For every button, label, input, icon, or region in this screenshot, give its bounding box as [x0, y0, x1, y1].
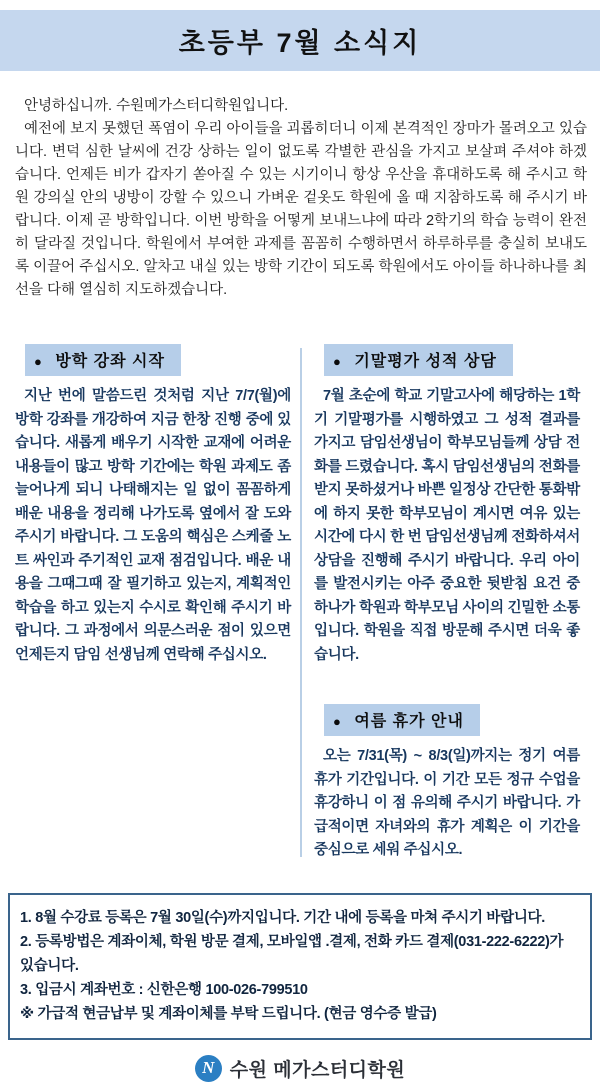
- footer: [0, 1055, 600, 1082]
- intro-body: 예전에 보지 못했던 폭염이 우리 아이들을 괴롭히더니 이제 본격적인 장마가 몰려오고 있습니다. 변덕 심한 날씨에 건강 상하는 일이 없도록 각별한 관심을 가지고 보살펴 주셔야 하겠습니다. 언제든 비가 갑자기 쏟아질 수 있는 시기이니 항상 우산을 휴대하도록 해 주시고 학원 강의실 안의 냉방이 강할 수 있으니 가벼운 겉옷도 학원에 올 때 지참하도록 해 주시기 바랍니다. 이제 곧 방학입니다. 이번 방학을 어떻게 보내느냐에 따라 2학기의 학습 능력이 완전히 달라질 것입니다. 학원에서 부여한 과제를 꼼꼼히 수행하면서 하루하루를 충실히 보내도록 이끌어 주십시오. 알차고 내실 있는 방학 기간이 되도록 학원에서도 아이들 하나하나를 최선을 다해 열심히 지도하겠습니다.: [15, 121, 587, 298]
- bullet-icon: ●: [333, 714, 342, 729]
- section-header-summer-break: [324, 704, 480, 736]
- section-body-vacation-course: 지난 번에 말씀드린 것처럼 지난 7/7(월)에 방학 강좌를 개강하여 지금 한창 진행 중에 있습니다. 새롭게 배우기 시작한 교재에 어려운 내용들이 많고 방학 기간에는 학원 과제도 좀 늘어나게 되니 나태해지는 일 없이 꼼꼼하게 배운 내용을 정리해 나가도록 옆에서 잘 도와 주시기 바랍니다. 그 도움의 핵심은 스케줄 노트 싸인과 주기적인 교재 점검입니다. 배운 내용을 그때그때 잘 필기하고 있는지, 계획적인 학습을 하고 있는지 수시로 확인해 주시기 바랍니다. 그 과정에서 의문스러운 점이 있으면 언제든지 담임 선생님께 연락해 주십시오.: [15, 388, 291, 663]
- two-column-area: [15, 344, 590, 863]
- left-column: [15, 344, 291, 863]
- notice-line: ※ 가급적 현금납부 및 계좌이체를 부탁 드립니다. (현금 영수증 발급): [20, 1005, 437, 1022]
- section-title-vacation-course: 방학 강좌 시작: [55, 353, 165, 370]
- bullet-icon: ●: [34, 354, 43, 369]
- page-title: 초등부 7월 소식지: [178, 28, 422, 58]
- section-body-summer-break: 오는 7/31(목) ~ 8/3(일)까지는 정기 여름 휴가 기간입니다. 이 기간 모든 정규 수업을 휴강하니 이 점 유의해 주시기 바랍니다. 가급적이면 자녀와의 휴가 계획은 이 기간을 중심으로 세워 주십시오.: [314, 748, 580, 858]
- notice-line: 2. 등록방법은 계좌이체, 학원 방문 결제, 모바일앱 .결제, 전화 카드 결제(031-222-6222)가 있습니다.: [20, 933, 564, 974]
- intro-section: [15, 95, 587, 302]
- intro-greeting: 안녕하십니까. 수원메가스터디학원입니다.: [24, 98, 289, 114]
- bullet-icon: ●: [333, 354, 342, 369]
- right-column: [302, 344, 580, 863]
- section-header-vacation-course: [25, 344, 181, 376]
- section-title-exam-consult: 기말평가 성적 상담: [354, 353, 497, 370]
- section-spacer: [314, 667, 580, 704]
- megastudy-logo-icon: N: [195, 1055, 222, 1082]
- notice-line: 3. 입금시 계좌번호 : 신한은행 100-026-799510: [20, 981, 308, 998]
- registration-notice-box: [8, 893, 592, 1040]
- newsletter-title-banner: [0, 10, 600, 71]
- academy-name: 수원 메가스터디학원: [229, 1059, 406, 1081]
- section-body-exam-consult: 7월 초순에 학교 기말고사에 해당하는 1학기 기말평가를 시행하였고 그 성적 결과를 가지고 담임선생님이 학부모님들께 상담 전화를 드렸습니다. 혹시 담임선생님의 전화를 받지 못하셨거나 바쁜 일정상 간단한 통화밖에 하지 못한 학부모님이 계시면 여유 있는 시간에 다시 한 번 담임선생님께 전화하셔서 상담을 진행해 주시기 바랍니다. 우리 아이를 발전시키는 아주 중요한 뒷받침 요건 중 하나가 학원과 학부모님 사이의 긴밀한 소통입니다. 학원을 직접 방문해 주시면 더욱 좋습니다.: [314, 388, 580, 663]
- section-header-exam-consult: [324, 344, 513, 376]
- notice-line: 1. 8월 수강료 등록은 7월 30일(수)까지입니다. 기간 내에 등록을 마쳐 주시기 바랍니다.: [20, 909, 545, 926]
- section-title-summer-break: 여름 휴가 안내: [354, 713, 464, 730]
